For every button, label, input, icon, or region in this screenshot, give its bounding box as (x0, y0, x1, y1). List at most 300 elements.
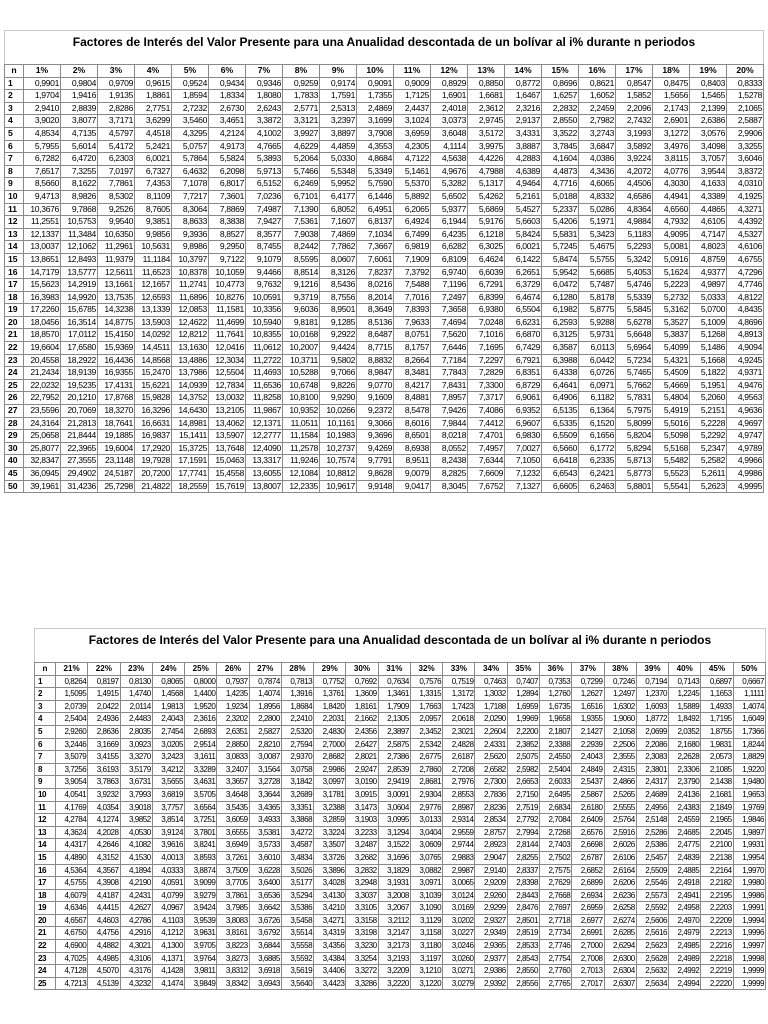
factor-cell: 5,1971 (579, 216, 616, 229)
factor-cell: 15,1411 (172, 430, 209, 443)
factor-cell: 4,9789 (727, 442, 764, 455)
factor-cell: 3,1090 (410, 902, 442, 915)
factor-cell: 11,6896 (172, 291, 209, 304)
factor-cell: 4,1925 (727, 190, 764, 203)
factor-cell: 3,3868 (281, 814, 313, 827)
factor-cell: 2,7502 (539, 851, 571, 864)
factor-cell: 5,8204 (616, 430, 653, 443)
factor-cell: 2,4941 (669, 889, 701, 902)
factor-cell: 2,9559 (443, 826, 475, 839)
factor-cell: 2,9140 (475, 864, 507, 877)
factor-cell: 7,4957 (468, 442, 505, 455)
table-row (35, 713, 766, 726)
factor-cell: 4,6560 (653, 203, 690, 216)
factor-cell: 2,6386 (690, 115, 727, 128)
factor-cell: 6,2421 (579, 468, 616, 481)
factor-cell: 2,7432 (616, 115, 653, 128)
factor-cell: 4,8332 (579, 190, 616, 203)
factor-cell: 7,0197 (98, 165, 135, 178)
factor-cell: 2,9327 (475, 914, 507, 927)
factor-cell: 1,6959 (507, 700, 539, 713)
factor-cell: 6,9830 (505, 430, 542, 443)
factor-cell: 4,4226 (468, 153, 505, 166)
factor-cell: 2,8236 (475, 801, 507, 814)
factor-cell: 1,3172 (443, 688, 475, 701)
factor-cell: 1,5465 (690, 90, 727, 103)
factor-cell: 5,5370 (394, 178, 431, 191)
factor-cell: 2,4979 (669, 927, 701, 940)
factor-cell: 2,2410 (281, 713, 313, 726)
factor-cell: 3,2948 (346, 877, 378, 890)
factor-cell: 2,9365 (475, 940, 507, 953)
factor-cell: 2,6775 (410, 751, 442, 764)
factor-cell: 1,4740 (120, 688, 152, 701)
factor-cell: 3,8161 (217, 927, 249, 940)
rate-header: 35% (507, 663, 539, 676)
factor-cell: 3,7251 (185, 814, 217, 827)
factor-cell: 5,0286 (579, 203, 616, 216)
factor-cell: 5,8178 (579, 291, 616, 304)
factor-cell: 3,7985 (217, 902, 249, 915)
factor-cell: 7,1078 (172, 178, 209, 191)
factor-cell: 1,9931 (733, 839, 765, 852)
factor-cell: 10,4773 (209, 279, 246, 292)
factor-cell: 3,0915 (346, 788, 378, 801)
factor-cell: 4,4890 (56, 851, 88, 864)
factor-cell: 2,5764 (604, 814, 636, 827)
factor-cell: 12,8493 (61, 253, 98, 266)
factor-cell: 6,0971 (579, 379, 616, 392)
factor-cell: 2,9744 (443, 839, 475, 852)
period-cell: 6 (5, 140, 24, 153)
factor-cell: 13,1630 (172, 342, 209, 355)
factor-cell: 8,3064 (172, 203, 209, 216)
factor-cell: 3,0279 (443, 977, 475, 990)
factor-cell: 5,2228 (690, 417, 727, 430)
factor-cell: 4,2431 (120, 889, 152, 902)
period-cell: 8 (5, 165, 24, 178)
factor-cell: 3,0227 (443, 927, 475, 940)
period-cell: 22 (5, 342, 24, 355)
factor-cell: 2,3021 (443, 725, 475, 738)
factor-cell: 7,9844 (431, 417, 468, 430)
factor-cell: 8,9511 (394, 455, 431, 468)
factor-cell: 2,1427 (572, 725, 604, 738)
factor-cell: 8,9501 (320, 304, 357, 317)
factor-cell: 1,9954 (733, 851, 765, 864)
factor-cell: 6,3025 (468, 241, 505, 254)
factor-cell: 4,7932 (653, 216, 690, 229)
factor-cell: 8,2438 (431, 455, 468, 468)
factor-cell: 2,4970 (669, 914, 701, 927)
factor-cell: 2,6852 (572, 864, 604, 877)
factor-cell: 3,0971 (410, 877, 442, 890)
factor-cell: 7,6609 (468, 468, 505, 481)
factor-cell: 6,5152 (246, 178, 283, 191)
factor-cell: 2,9260 (475, 889, 507, 902)
factor-cell: 6,1944 (431, 216, 468, 229)
factor-cell: 2,5606 (636, 914, 668, 927)
factor-cell: 12,0853 (172, 304, 209, 317)
factor-cell: 0,8772 (505, 77, 542, 90)
factor-cell: 3,2446 (56, 738, 88, 751)
factor-cell: 24,5187 (98, 468, 135, 481)
factor-cell: 8,6487 (357, 329, 394, 342)
factor-cell: 4,3176 (120, 965, 152, 978)
period-cell: 7 (35, 751, 56, 764)
factor-cell: 1,6049 (733, 713, 765, 726)
factor-cell: 2,5457 (636, 851, 668, 864)
factor-cell: 8,5660 (24, 178, 61, 191)
factor-cell: 6,7101 (283, 190, 320, 203)
factor-cell: 5,4527 (505, 203, 542, 216)
factor-cell: 5,7234 (616, 354, 653, 367)
factor-cell: 1,6681 (468, 90, 505, 103)
factor-cell: 2,2604 (475, 725, 507, 738)
factor-cell: 9,9856 (135, 228, 172, 241)
factor-cell: 6,8729 (505, 379, 542, 392)
factor-cell: 2,9314 (443, 814, 475, 827)
factor-cell: 6,1520 (579, 417, 616, 430)
factor-cell: 5,7466 (283, 165, 320, 178)
factor-cell: 0,9091 (357, 77, 394, 90)
factor-cell: 4,3232 (120, 977, 152, 990)
rate-header: 9% (320, 65, 357, 78)
factor-cell: 4,3295 (172, 127, 209, 140)
factor-cell: 9,0079 (394, 468, 431, 481)
factor-cell: 3,2407 (217, 763, 249, 776)
factor-cell: 6,9352 (505, 405, 542, 418)
factor-cell: 2,5386 (636, 839, 668, 852)
factor-cell: 6,0021 (135, 153, 172, 166)
factor-cell: 2,7268 (539, 826, 571, 839)
factor-cell: 4,1371 (152, 952, 184, 965)
period-cell: 11 (35, 801, 56, 814)
factor-cell: 5,6685 (579, 266, 616, 279)
factor-cell: 6,4906 (542, 392, 579, 405)
factor-cell: 0,9804 (61, 77, 98, 90)
factor-cell: 7,4694 (431, 316, 468, 329)
factor-cell: 1,8956 (249, 700, 281, 713)
factor-cell: 5,4675 (579, 241, 616, 254)
factor-cell: 5,3527 (653, 316, 690, 329)
period-cell: 25 (5, 379, 24, 392)
factor-cell: 3,4933 (249, 814, 281, 827)
table-row (5, 480, 764, 493)
factor-cell: 8,7715 (357, 342, 394, 355)
factor-cell: 6,6605 (542, 480, 579, 493)
factor-cell: 3,4587 (281, 839, 313, 852)
factor-cell: 0,9901 (24, 77, 61, 90)
rate-header: 29% (314, 663, 346, 676)
factor-cell: 6,2303 (98, 153, 135, 166)
factor-cell: 12,8212 (172, 329, 209, 342)
factor-cell: 1,9991 (733, 902, 765, 915)
factor-cell: 3,5655 (152, 776, 184, 789)
factor-cell: 10,8355 (246, 329, 283, 342)
factor-cell: 5,8801 (616, 480, 653, 493)
factor-cell: 31,4236 (61, 480, 98, 493)
factor-cell: 4,4518 (135, 127, 172, 140)
factor-cell: 11,1184 (135, 253, 172, 266)
factor-cell: 9,1079 (246, 253, 283, 266)
period-cell: 12 (35, 814, 56, 827)
factor-cell: 4,5364 (56, 864, 88, 877)
factor-cell: 3,6918 (249, 965, 281, 978)
factor-cell: 3,6949 (217, 839, 249, 852)
factor-cell: 6,7429 (505, 342, 542, 355)
period-cell: 18 (5, 291, 24, 304)
factor-cell: 15,7619 (209, 480, 246, 493)
factor-cell: 2,0957 (410, 713, 442, 726)
factor-cell: 3,9539 (185, 914, 217, 927)
period-cell: 17 (5, 279, 24, 292)
factor-cell: 9,8226 (320, 379, 357, 392)
factor-cell: 2,9370 (281, 751, 313, 764)
factor-cell: 9,8986 (172, 241, 209, 254)
factor-cell: 6,7921 (505, 354, 542, 367)
factor-cell: 1,4568 (152, 688, 184, 701)
factor-cell: 7,7862 (320, 241, 357, 254)
table-row (35, 914, 766, 927)
factor-cell: 2,8553 (443, 788, 475, 801)
factor-cell: 8,0216 (357, 279, 394, 292)
factor-cell: 3,4406 (314, 965, 346, 978)
factor-cell: 5,1624 (653, 266, 690, 279)
factor-cell: 2,2213 (701, 927, 733, 940)
factor-cell: 10,8276 (209, 291, 246, 304)
factor-cell: 4,8759 (690, 253, 727, 266)
factor-cell: 3,7863 (88, 776, 120, 789)
factor-cell: 5,0081 (653, 241, 690, 254)
period-cell: 10 (5, 190, 24, 203)
factor-cell: 12,4090 (246, 442, 283, 455)
factor-cell: 0,8929 (431, 77, 468, 90)
factor-cell: 2,4918 (669, 877, 701, 890)
factor-cell: 1,9996 (733, 927, 765, 940)
factor-cell: 2,2031 (314, 713, 346, 726)
factor-cell: 9,4424 (320, 342, 357, 355)
factor-cell: 3,5079 (56, 751, 88, 764)
factor-cell: 8,4217 (394, 379, 431, 392)
factor-cell: 3,6792 (249, 927, 281, 940)
factor-cell: 8,7455 (246, 241, 283, 254)
period-cell: 23 (35, 952, 56, 965)
factor-cell: 4,6065 (579, 178, 616, 191)
factor-cell: 1,9769 (733, 801, 765, 814)
factor-cell: 7,4701 (468, 430, 505, 443)
factor-cell: 4,9636 (727, 405, 764, 418)
factor-cell: 2,7008 (572, 952, 604, 965)
factor-cell: 1,9999 (733, 965, 765, 978)
factor-cell: 2,8850 (217, 738, 249, 751)
factor-cell: 6,5660 (542, 442, 579, 455)
factor-cell: 6,1656 (579, 430, 616, 443)
table-row (5, 228, 764, 241)
table-row (5, 216, 764, 229)
rate-header: 31% (378, 663, 410, 676)
factor-cell: 2,8519 (507, 927, 539, 940)
factor-cell: 13,4062 (209, 417, 246, 430)
factor-cell: 1,4074 (733, 700, 765, 713)
factor-cell: 5,9713 (246, 165, 283, 178)
factor-cell: 5,4746 (616, 279, 653, 292)
factor-cell: 2,4356 (346, 725, 378, 738)
table-row (5, 253, 764, 266)
factor-cell: 6,8017 (209, 178, 246, 191)
factor-cell: 4,9464 (505, 178, 542, 191)
factor-cell: 1,8492 (669, 713, 701, 726)
table-row (35, 826, 766, 839)
factor-cell: 10,0591 (246, 291, 283, 304)
factor-cell: 21,2813 (61, 417, 98, 430)
factor-cell: 3,0995 (378, 814, 410, 827)
factor-cell: 6,9061 (505, 392, 542, 405)
rate-header: 37% (572, 663, 604, 676)
factor-cell: 4,1474 (152, 977, 184, 990)
period-cell: 2 (5, 90, 24, 103)
period-cell: 7 (5, 153, 24, 166)
factor-cell: 15,6221 (135, 379, 172, 392)
rate-header: 27% (249, 663, 281, 676)
factor-cell: 8,9847 (357, 367, 394, 380)
factor-cell: 5,4919 (653, 405, 690, 418)
factor-cell: 6,2651 (505, 266, 542, 279)
factor-cell: 2,4830 (314, 725, 346, 738)
factor-cell: 0,9346 (246, 77, 283, 90)
factor-cell: 5,1486 (690, 342, 727, 355)
factor-cell: 2,5632 (636, 965, 668, 978)
factor-cell: 2,6206 (604, 877, 636, 890)
factor-cell: 2,2096 (616, 102, 653, 115)
factor-cell: 3,8514 (152, 814, 184, 827)
factor-cell: 1,9997 (733, 940, 765, 953)
factor-cell: 4,2072 (616, 165, 653, 178)
factor-cell: 2,6893 (185, 725, 217, 738)
factor-cell: 5,1183 (616, 228, 653, 241)
factor-cell: 2,4958 (669, 902, 701, 915)
factor-cell: 7,1607 (320, 216, 357, 229)
factor-cell: 1,9831 (701, 738, 733, 751)
factor-cell: 2,6285 (604, 927, 636, 940)
table-row (35, 889, 766, 902)
factor-cell: 4,7025 (56, 952, 88, 965)
factor-cell: 3,1158 (410, 927, 442, 940)
factor-cell: 8,0552 (431, 442, 468, 455)
factor-cell: 4,0333 (152, 864, 184, 877)
factor-cell: 17,7741 (172, 468, 209, 481)
factor-cell: 3,0133 (410, 814, 442, 827)
factor-cell: 3,4834 (281, 851, 313, 864)
factor-cell: 2,8021 (346, 751, 378, 764)
factor-cell: 3,0271 (443, 965, 475, 978)
factor-cell: 7,1050 (505, 455, 542, 468)
factor-cell: 10,7574 (320, 455, 357, 468)
factor-cell: 1,3761 (314, 688, 346, 701)
rate-header: 3% (98, 65, 135, 78)
table-row (35, 801, 766, 814)
factor-cell: 1,5095 (56, 688, 88, 701)
factor-cell: 5,7590 (357, 178, 394, 191)
factor-cell: 18,2559 (172, 480, 209, 493)
factor-cell: 1,9980 (733, 877, 765, 890)
factor-cell: 2,1681 (701, 788, 733, 801)
factor-cell: 1,8420 (314, 700, 346, 713)
table-row (35, 738, 766, 751)
factor-cell: 21,4822 (135, 480, 172, 493)
factor-cell: 2,5887 (727, 115, 764, 128)
rate-header: 8% (283, 65, 320, 78)
factor-cell: 2,7751 (135, 102, 172, 115)
rate-header: 10% (357, 65, 394, 78)
factor-cell: 7,0027 (505, 442, 542, 455)
rate-header: 25% (185, 663, 217, 676)
factor-cell: 2,0114 (120, 700, 152, 713)
factor-cell: 4,1300 (152, 940, 184, 953)
table-row (35, 864, 766, 877)
factor-cell: 18,7641 (98, 417, 135, 430)
factor-cell: 2,4994 (669, 977, 701, 990)
factor-cell: 9,6036 (283, 304, 320, 317)
factor-cell: 8,5595 (283, 253, 320, 266)
factor-cell: 3,9232 (88, 788, 120, 801)
factor-cell: 2,2220 (701, 977, 733, 990)
factor-cell: 5,0330 (320, 153, 357, 166)
factor-cell: 2,9776 (410, 801, 442, 814)
factor-cell: 4,1103 (152, 914, 184, 927)
factor-cell: 0,7937 (217, 675, 249, 688)
factor-cell: 1,2245 (669, 688, 701, 701)
factor-cell: 3,6010 (249, 851, 281, 864)
factor-cell: 3,1931 (378, 877, 410, 890)
factor-cell: 5,4669 (653, 379, 690, 392)
factor-cell: 5,6964 (616, 342, 653, 355)
factor-cell: 2,8839 (61, 102, 98, 115)
factor-cell: 5,5824 (209, 153, 246, 166)
factor-cell: 2,1065 (727, 102, 764, 115)
factor-cell: 13,0037 (24, 241, 61, 254)
factor-cell: 7,8431 (431, 379, 468, 392)
table-row (5, 140, 764, 153)
factor-cell: 0,7634 (378, 675, 410, 688)
factor-cell: 1,9897 (733, 826, 765, 839)
factor-cell: 2,9260 (56, 725, 88, 738)
factor-cell: 32,8347 (24, 455, 61, 468)
factor-cell: 2,9745 (468, 115, 505, 128)
factor-cell: 4,2028 (88, 826, 120, 839)
factor-cell: 3,8273 (217, 952, 249, 965)
factor-cell: 2,4317 (636, 776, 668, 789)
factor-cell: 3,2859 (314, 814, 346, 827)
factor-cell: 3,0882 (410, 864, 442, 877)
factor-cell: 3,0604 (378, 801, 410, 814)
factor-cell: 3,6731 (120, 776, 152, 789)
factor-cell: 7,1390 (283, 203, 320, 216)
period-cell: 20 (35, 914, 56, 927)
factor-cell: 1,7591 (320, 90, 357, 103)
factor-cell: 4,3389 (690, 190, 727, 203)
factor-cell: 3,4155 (88, 751, 120, 764)
factor-cell: 10,3711 (283, 354, 320, 367)
factor-cell: 5,4172 (98, 140, 135, 153)
factor-cell: 7,8957 (431, 392, 468, 405)
factor-cell: 7,1016 (468, 329, 505, 342)
factor-cell: 4,0541 (56, 788, 88, 801)
factor-cell: 4,6755 (727, 253, 764, 266)
factor-cell: 25,0658 (24, 430, 61, 443)
factor-cell: 0,6667 (733, 675, 765, 688)
factor-cell: 2,5437 (572, 776, 604, 789)
